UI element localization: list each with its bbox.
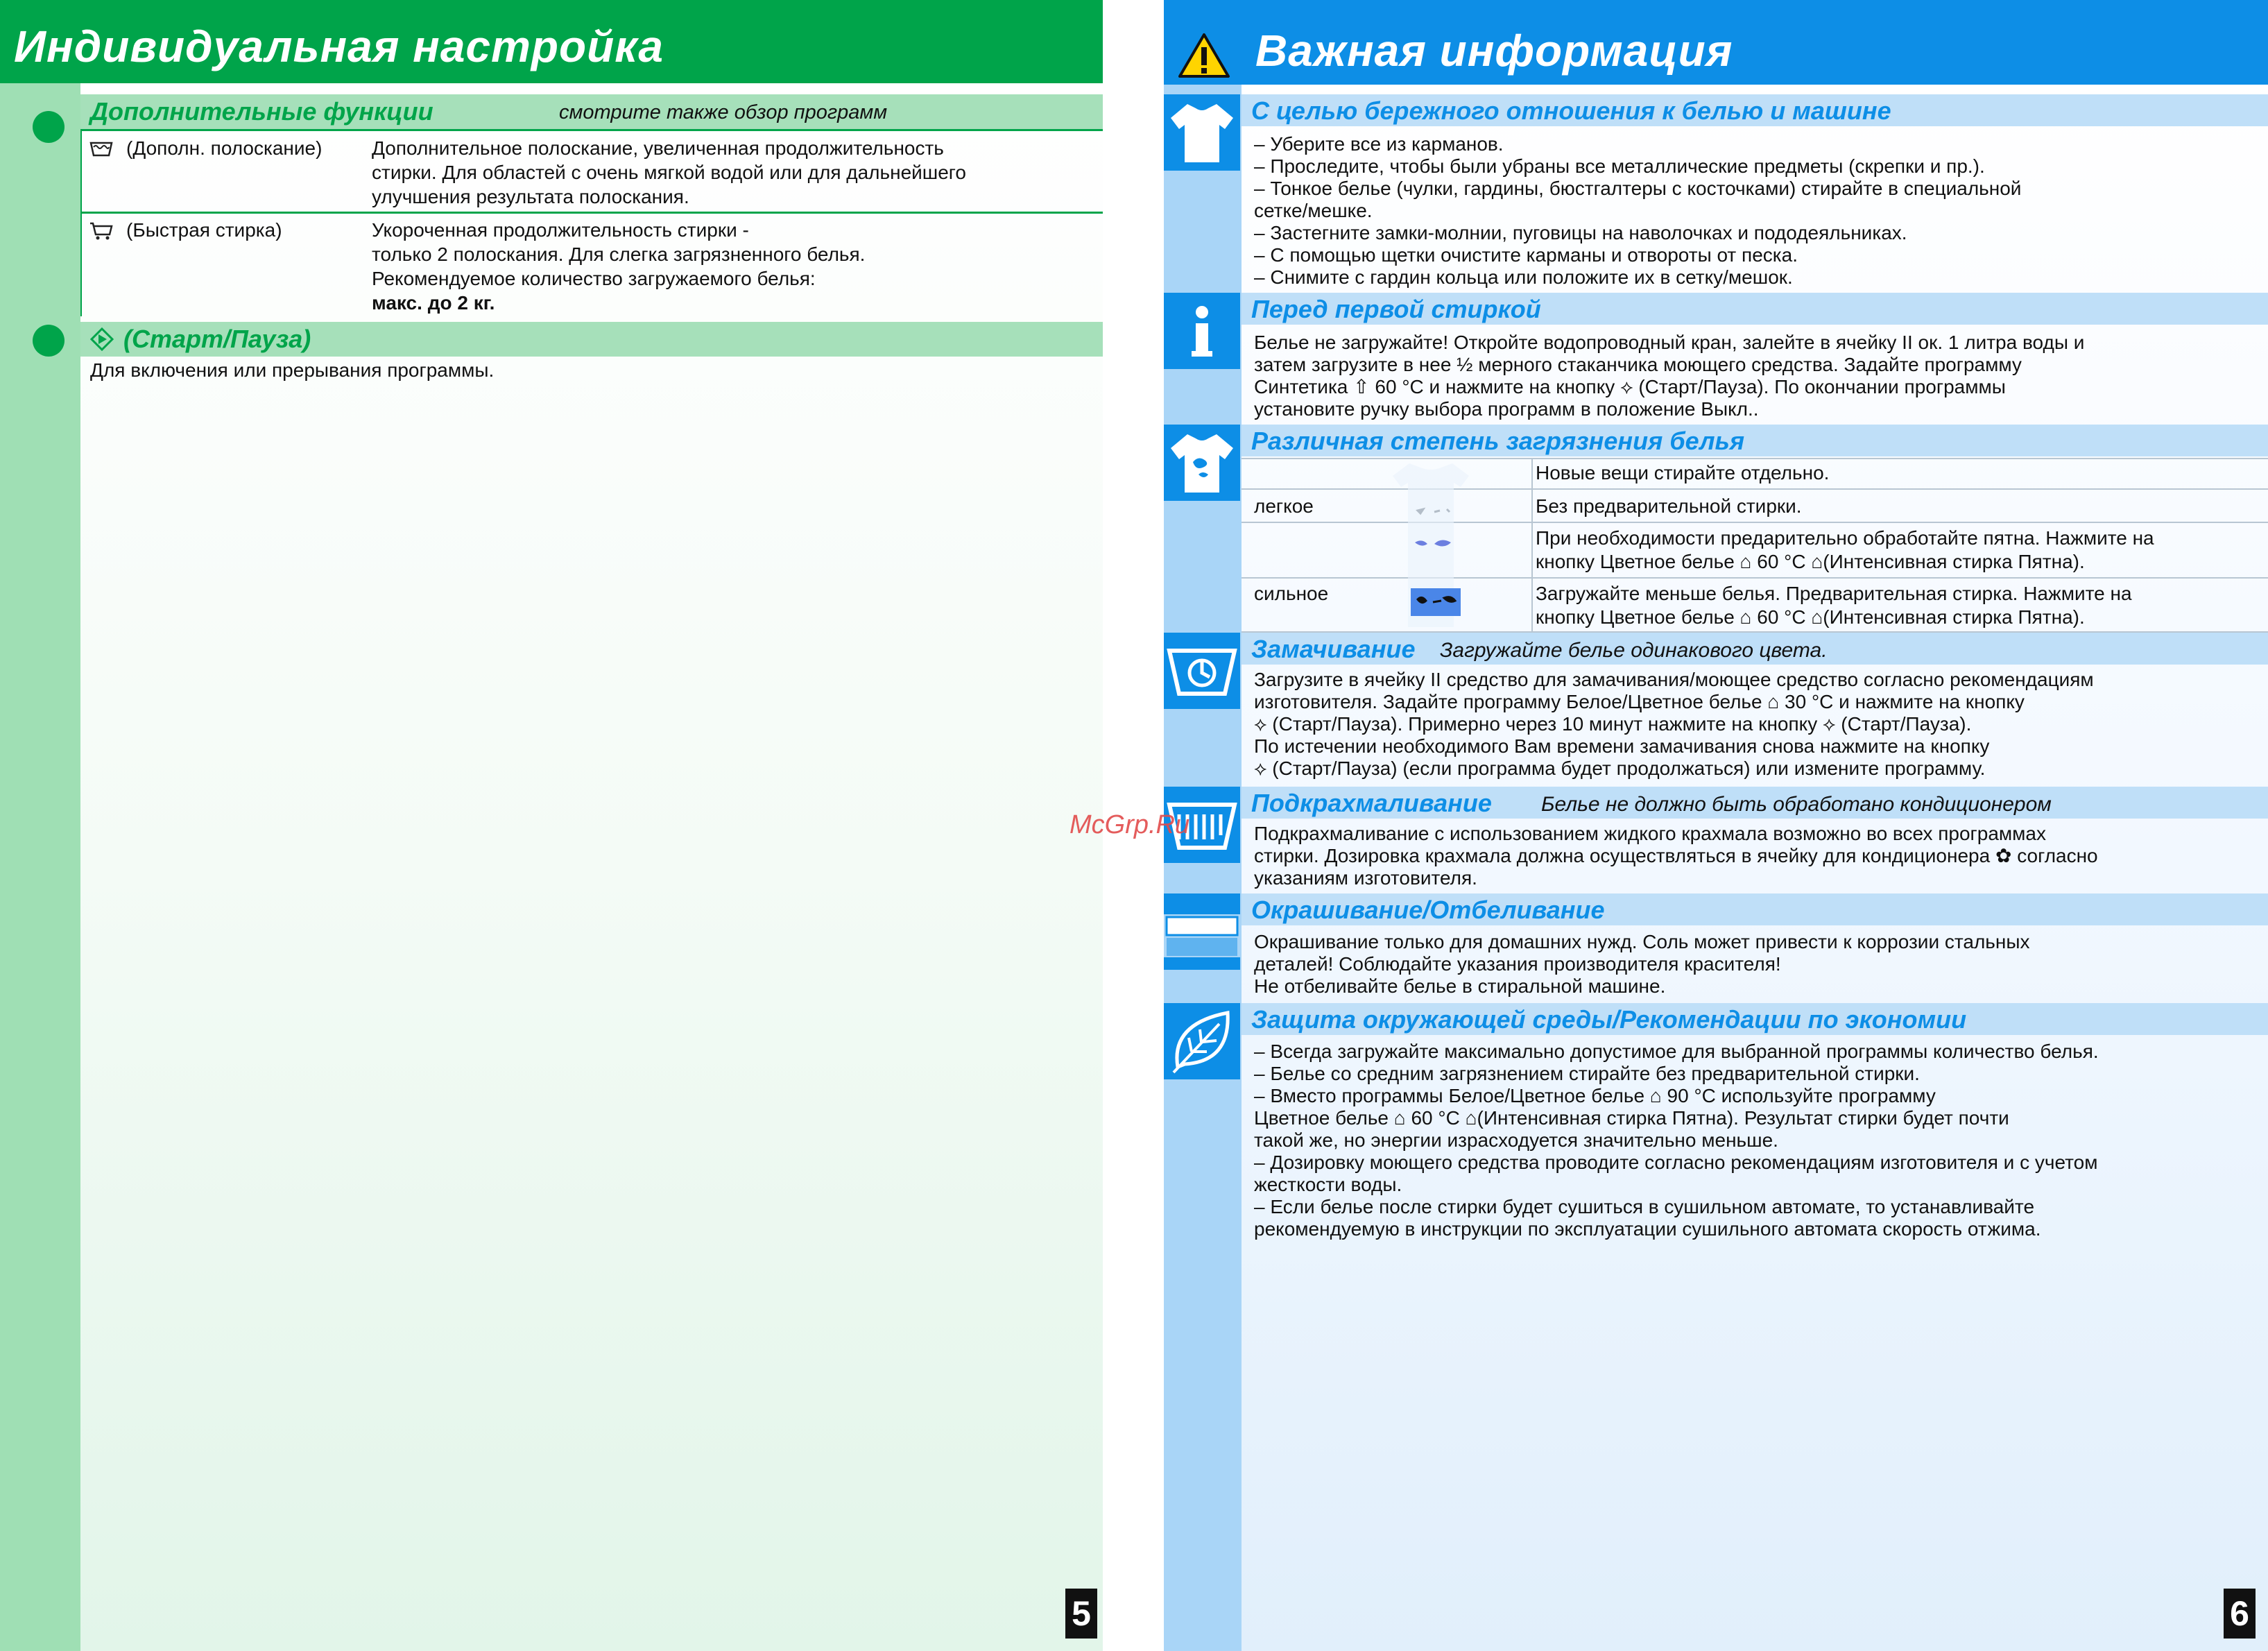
- soiling-level-heavy: сильное: [1254, 583, 1329, 604]
- paragraph-line: ⟡ (Старт/Пауза) (если программа будет продолжаться) или измените программу.: [1254, 758, 1986, 779]
- first-wash-band: [1242, 293, 2268, 325]
- divider: [80, 129, 1103, 131]
- info-icon-box: [1164, 293, 1240, 369]
- soak-tub-icon: [1164, 633, 1240, 709]
- soiling-row-text: При необходимости предарительно обработайте пятна. Нажмите на: [1536, 527, 2154, 549]
- soiling-band: [1242, 425, 2268, 456]
- list-item: – Снимите с гардин кольца или положите их в сетку/мешок.: [1254, 266, 1793, 288]
- care-band: [1242, 94, 2268, 126]
- shirt-icon-box: [1164, 94, 1240, 171]
- starching-band: [1242, 787, 2268, 819]
- dyeing-title: Окрашивание/Отбеливание: [1251, 896, 1605, 924]
- leaf-icon-box: [1164, 1003, 1240, 1079]
- section-bullet-icon: [33, 325, 65, 357]
- start-pause-icon: [90, 327, 114, 351]
- function-desc-line: стирки. Для областей с очень мягкой водой или для дальнейшего: [372, 162, 966, 183]
- paragraph-line: Окрашивание только для домашних нужд. Соль может привести к коррозии стальных: [1254, 931, 2030, 952]
- list-item: – Тонкое белье (чулки, гардины, бюстгалтеры с косточками) стирайте в специальной: [1254, 178, 2022, 199]
- extra-functions-title: Дополнительные функции: [90, 97, 433, 126]
- left-margin-stripe: [0, 0, 80, 1651]
- list-item: сетке/мешке.: [1254, 200, 1373, 221]
- soiling-row-text: Без предварительной стирки.: [1536, 495, 1802, 517]
- paragraph-line: Синтетика ⇧ 60 °C и нажмите на кнопку ⟡ (Старт/Пауза). По окончании программы: [1254, 376, 2006, 397]
- rinse-tub-icon: [89, 139, 114, 158]
- soiling-row-text: Новые вещи стирайте отдельно.: [1536, 462, 1830, 484]
- paragraph-line: установите ручку выбора программ в положение Выкл..: [1254, 398, 1759, 420]
- function-desc-line: макс. до 2 кг.: [372, 292, 495, 314]
- soiling-row-text: Загружайте меньше белья. Предварительная стирка. Нажмите на: [1536, 583, 2132, 604]
- list-item: – Уберите все из карманов.: [1254, 133, 1504, 155]
- soiling-title: Различная степень загрязнения белья: [1251, 427, 1745, 455]
- soaking-title: Замачивание: [1251, 635, 1416, 663]
- soiling-row-text: кнопку Цветное белье ⌂ 60 °C ⌂(Интенсивная стирка Пятна).: [1536, 606, 2085, 628]
- section-bullet-icon: [33, 111, 65, 143]
- warning-icon: [1178, 32, 1230, 79]
- list-item: – Застегните замки-молнии, пуговицы на наволочках и пододеяльниках.: [1254, 222, 1907, 243]
- soaking-note: Загружайте белье одинакового цвета.: [1440, 639, 1828, 662]
- paragraph-line: ⟡ (Старт/Пауза). Примерно через 10 минут нажмите на кнопку ⟡ (Старт/Пауза).: [1254, 713, 1972, 735]
- function-label: (Быстрая стирка): [126, 219, 282, 241]
- starching-title: Подкрахмаливание: [1251, 789, 1492, 817]
- eco-band: [1242, 1003, 2268, 1035]
- list-item: – Вместо программы Белое/Цветное белье ⌂ 90 °C используйте программу: [1254, 1085, 1936, 1106]
- dye-color-icon-box: [1164, 893, 1240, 970]
- start-pause-title: (Старт/Пауза): [123, 325, 311, 353]
- stained-shirt-icon-box: [1164, 425, 1240, 501]
- function-desc-line: Укороченная продолжительность стирки -: [372, 219, 749, 241]
- eco-title: Защита окружающей среды/Рекомендации по экономии: [1251, 1005, 1967, 1034]
- list-item: – Если белье после стирки будет сушиться в сушильном автомате, то устанавливайте: [1254, 1196, 2035, 1217]
- list-item: такой же, но энергии израсходуется значительно меньше.: [1254, 1129, 1778, 1151]
- paragraph-line: указаниям изготовителя.: [1254, 867, 1477, 889]
- paragraph-line: Белье не загружайте! Откройте водопроводный кран, залейте в ячейку II ок. 1 литра воды и: [1254, 332, 2085, 353]
- extra-functions-band: [80, 94, 1103, 129]
- page-number: 5: [1065, 1589, 1097, 1639]
- starching-note: Белье не должно быть обработано кондиционером: [1541, 793, 2052, 816]
- paragraph-line: Загрузите в ячейку II средство для замачивания/моющее средство согласно рекомендациям: [1254, 669, 2094, 690]
- paragraph-line: Не отбеливайте белье в стиральной машине.: [1254, 975, 1666, 997]
- soiling-row-text: кнопку Цветное белье ⌂ 60 °C ⌂(Интенсивная стирка Пятна).: [1536, 551, 2085, 572]
- dye-color-icon: [1164, 893, 1240, 970]
- paragraph-line: изготовителя. Задайте программу Белое/Цветное белье ⌂ 30 °C и нажмите на кнопку: [1254, 691, 2025, 712]
- stained-shirt-icon: [1164, 425, 1240, 501]
- info-icon: [1164, 293, 1240, 369]
- paragraph-line: Подкрахмаливание с использованием жидкого крахмала возможно во всех программах: [1254, 823, 2046, 844]
- table-border: [80, 130, 82, 316]
- start-pause-text: Для включения или прерывания программы.: [90, 359, 495, 381]
- left-page-body: [80, 83, 1103, 1651]
- list-item: – С помощью щетки очистите карманы и отвороты от песка.: [1254, 244, 1798, 266]
- list-item: – Белье со средним загрязнением стирайте без предварительной стирки.: [1254, 1063, 1920, 1084]
- list-item: – Проследите, чтобы были убраны все металлические предметы (скрепки и пр.).: [1254, 155, 1985, 177]
- right-page: [1164, 0, 2268, 1651]
- paragraph-line: стирки. Дозировка крахмала должна осуществляться в ячейку для кондиционера ✿ согласно: [1254, 845, 2098, 866]
- quick-wash-icon: [89, 219, 114, 240]
- list-item: – Всегда загружайте максимально допустимое для выбранной программы количество белья.: [1254, 1041, 2099, 1062]
- leaf-icon: [1164, 1003, 1240, 1079]
- right-page-title: Важная информация: [1255, 26, 1733, 76]
- page-number: 6: [2224, 1589, 2256, 1639]
- soiling-level-light: легкое: [1254, 495, 1314, 517]
- shirt-icon: [1164, 94, 1240, 171]
- paragraph-line: деталей! Соблюдайте указания производителя красителя!: [1254, 953, 1781, 975]
- paragraph-line: По истечении необходимого Вам времени замачивания снова нажмите на кнопку: [1254, 735, 1990, 757]
- left-page-title: Индивидуальная настройка: [14, 22, 664, 71]
- function-desc-line: улучшения результата полоскания.: [372, 186, 689, 207]
- function-desc-line: Дополнительное полоскание, увеличенная продолжительность: [372, 137, 944, 159]
- function-label: (Дополн. полоскание): [126, 137, 323, 159]
- left-page: [0, 0, 1103, 1651]
- soaking-band: [1242, 633, 2268, 665]
- list-item: Цветное белье ⌂ 60 °C ⌂(Интенсивная стирка Пятна). Результат стирки будет почти: [1254, 1107, 2009, 1129]
- first-wash-title: Перед первой стиркой: [1251, 295, 1541, 323]
- function-desc-line: Рекомендуемое количество загружаемого белья:: [372, 268, 816, 289]
- start-pause-band: [80, 322, 1103, 357]
- list-item: – Дозировку моющего средства проводите согласно рекомендациям изготовителя и с учетом: [1254, 1152, 2098, 1173]
- table-line: [1242, 458, 2268, 459]
- soak-tub-icon-box: [1164, 633, 1240, 709]
- right-header: [1164, 0, 2268, 85]
- list-item: рекомендуемую в инструкции по эксплуатации сушильного автомата скорость отжима.: [1254, 1218, 2041, 1240]
- extra-functions-note: смотрите также обзор программ: [559, 101, 888, 123]
- table-line: [1531, 458, 1533, 631]
- dyeing-band: [1242, 893, 2268, 925]
- watermark: McGrp.Ru: [1069, 810, 1190, 839]
- left-header: [0, 0, 1103, 83]
- function-desc-line: только 2 полоскания. Для слегка загрязненного белья.: [372, 243, 866, 265]
- care-title: С целью бережного отношения к белью и машине: [1251, 96, 1891, 125]
- paragraph-line: затем загрузите в нее ½ мерного стаканчика моющего средства. Задайте программу: [1254, 354, 2022, 375]
- soiling-shirt-illustration: [1379, 461, 1483, 630]
- list-item: жесткости воды.: [1254, 1174, 1402, 1195]
- divider: [80, 212, 1103, 214]
